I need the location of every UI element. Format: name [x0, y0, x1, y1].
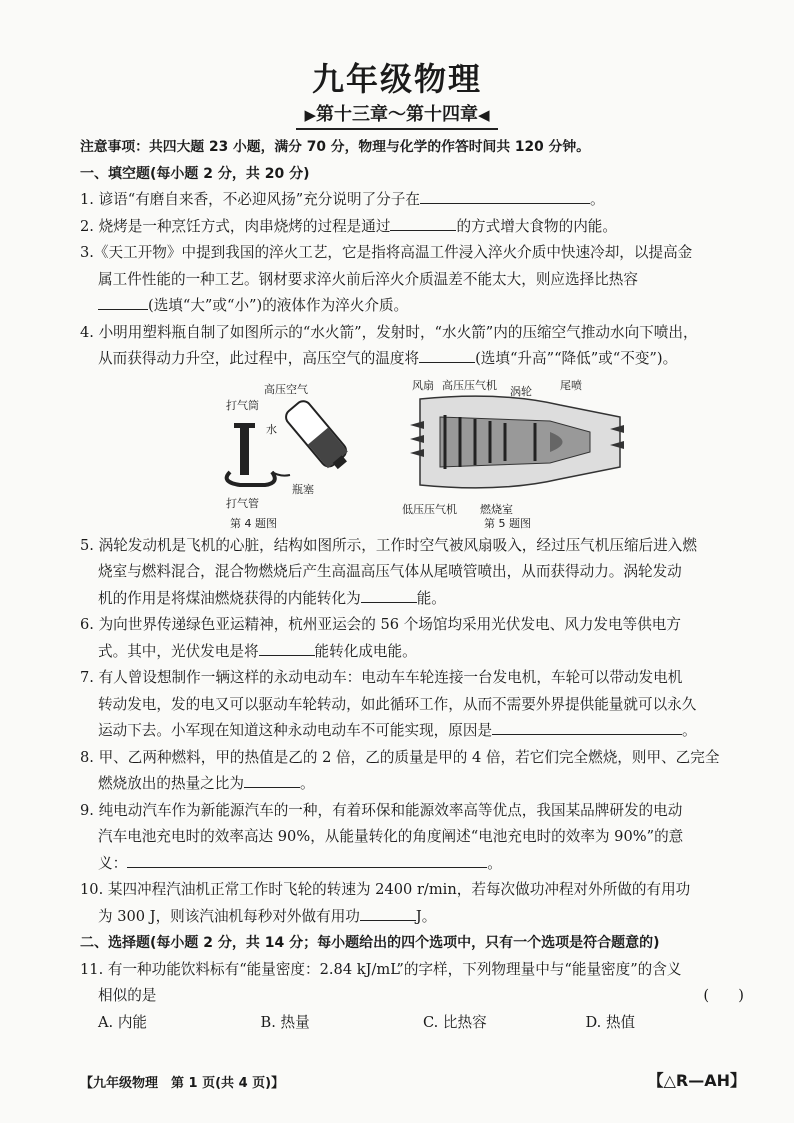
fig5-label-hp-compressor: 高压压气机 [442, 378, 497, 392]
question-6-line-2: 式。其中，光伏发电是将 能转化成电能。 [98, 642, 417, 660]
fig4-caption: 第 4 题图 [230, 516, 277, 530]
question-5-line-2: 烧室与燃料混合，混合物燃烧后产生高温高压气体从尾喷管喷出，从而获得动力。涡轮发动 [98, 563, 682, 580]
answer-blank[interactable] [127, 853, 487, 868]
question-5-line-3: 机的作用是将煤油燃烧获得的内能转化为 能。 [98, 589, 446, 607]
answer-blank[interactable] [419, 348, 475, 363]
question-11-line-2: 相似的是 ( ) [80, 983, 748, 1010]
answer-blank[interactable] [492, 720, 682, 735]
section-multiple-choice: 二、选择题(每小题 2 分，共 14 分；每小题给出的四个选项中，只有一个选项是符合题意的) [80, 935, 660, 951]
fig4-label-pump: 打气筒 [226, 398, 259, 412]
option-c[interactable]: C. 比热容 [423, 1013, 487, 1031]
question-3-line-3: (选填“大”或“小”)的液体作为淬火介质。 [80, 293, 748, 320]
answer-blank[interactable] [244, 773, 300, 788]
question-7-line-3: 运动下去。小军现在知道这种永动电动车不可能实现，原因是 。 [98, 722, 697, 739]
answer-blank[interactable] [420, 189, 590, 204]
chapter-range-text: 第十三章～第十四章 [316, 104, 478, 125]
answer-blank[interactable] [98, 295, 148, 310]
question-11-options [80, 1010, 748, 1037]
question-8: 8. 甲、乙两种燃料，甲的热值是乙的 2 倍，乙的质量是甲的 4 倍，若它们完全燃烧，则甲、乙完全 [80, 748, 720, 766]
fig4-label-high-pressure-air: 高压空气 [264, 382, 308, 396]
answer-blank[interactable] [259, 641, 315, 656]
answer-blank[interactable] [360, 906, 416, 921]
chapter-range [0, 100, 794, 130]
question-9: 9. 纯电动汽车作为新能源汽车的一种，有着环保和能源效率高等优点，我国某品牌研发的电动 [80, 801, 683, 819]
question-7: 7. 有人曾设想制作一辆这样的永动电动车：电动车车轮连接一台发电机，车轮可以带动发电机 [80, 669, 683, 686]
question-9-line-3: 义： 。 [98, 854, 502, 872]
page-title: 九年级物理 [311, 60, 482, 98]
right-triangle-icon: ▶ [304, 106, 316, 124]
question-2: 2. 烧烤是一种烹饪方式，肉串烧烤的过程是通过 的方式增大食物的内能。 [80, 217, 617, 235]
question-3: 3.《天工开物》中提到我国的淬火工艺，它是指将高温工件浸入淬火介质中快速冷却，以提高金 [80, 244, 693, 261]
question-10-line-2: 为 300 J，则该汽油机每秒对外做有用功 J。 [98, 907, 437, 925]
question-9-line-2: 汽车电池充电时的效率高达 90%，从能量转化的角度阐述“电池充电时的效率为 90%”的意 [98, 828, 684, 845]
question-7-line-2: 转动发电，发的电又可以驱动车轮转动，如此循环工作，从而不需要外界提供能量就可以永久 [98, 695, 697, 713]
fig4-label-tube: 打气管 [226, 496, 259, 510]
fig5-label-fan: 风扇 [412, 378, 434, 392]
fig5-label-turbine: 涡轮 [510, 384, 532, 398]
section-fill-in: 一、填空题(每小题 2 分，共 20 分) [80, 165, 310, 182]
question-11: 11. 有一种功能饮料标有“能量密度：2.84 kJ/mL”的字样，下列物理量中与“能量密度”的含义 [80, 960, 682, 978]
answer-paren[interactable]: ( ) [703, 987, 744, 1004]
footer-page-info: 【九年级物理 第 1 页(共 4 页)】 [80, 1076, 285, 1091]
question-8-line-2: 燃烧放出的热量之比为 。 [98, 775, 315, 792]
fig5-label-nozzle: 尾喷 [560, 378, 582, 392]
notice: 注意事项：共四大题 23 小题，满分 70 分，物理与化学的作答时间共 120 分钟。 [80, 139, 590, 155]
fig4-label-water: 水 [266, 422, 277, 436]
figures-row [80, 373, 748, 533]
question-4: 4. 小明用塑料瓶自制了如图所示的“水火箭”，发射时，“水火箭”内的压缩空气推动水向下喷出， [80, 323, 698, 341]
fig5-label-lp-compressor: 低压压气机 [402, 502, 457, 516]
question-1: 1. 谚语“有磨自来香，不必迎风扬”充分说明了分子在 。 [80, 191, 605, 208]
question-6: 6. 为向世界传递绿色亚运精神，杭州亚运会的 56 个场馆均采用光伏发电、风力发电等供电方 [80, 616, 681, 633]
option-b[interactable]: B. 热量 [260, 1013, 310, 1031]
question-5: 5. 涡轮发动机是飞机的心脏，结构如图所示，工作时空气被风扇吸入，经过压气机压缩后进入燃 [80, 536, 697, 554]
answer-blank[interactable] [390, 216, 456, 231]
option-a[interactable]: A. 内能 [98, 1013, 148, 1031]
fig5-label-combustor: 燃烧室 [480, 502, 513, 516]
option-d[interactable]: D. 热值 [585, 1013, 636, 1031]
answer-blank[interactable] [361, 588, 417, 603]
fig4-label-stopper: 瓶塞 [292, 482, 314, 496]
left-triangle-icon: ◀ [478, 106, 490, 124]
question-3-line-2: 属工件性能的一种工艺。钢材要求淬火前后淬火介质温差不能太大，则应选择比热容 [98, 270, 638, 288]
footer-code: 【△R—AH】 [647, 1071, 746, 1090]
exam-body [80, 134, 748, 1036]
question-10: 10. 某四冲程汽油机正常工作时飞轮的转速为 2400 r/min，若每次做功冲程对外所做的有用功 [80, 881, 691, 898]
question-4-line-2: 从而获得动力升空，此过程中，高压空气的温度将 (选填“升高”“降低”或“不变”)。 [98, 350, 678, 367]
fig5-caption: 第 5 题图 [484, 516, 531, 530]
